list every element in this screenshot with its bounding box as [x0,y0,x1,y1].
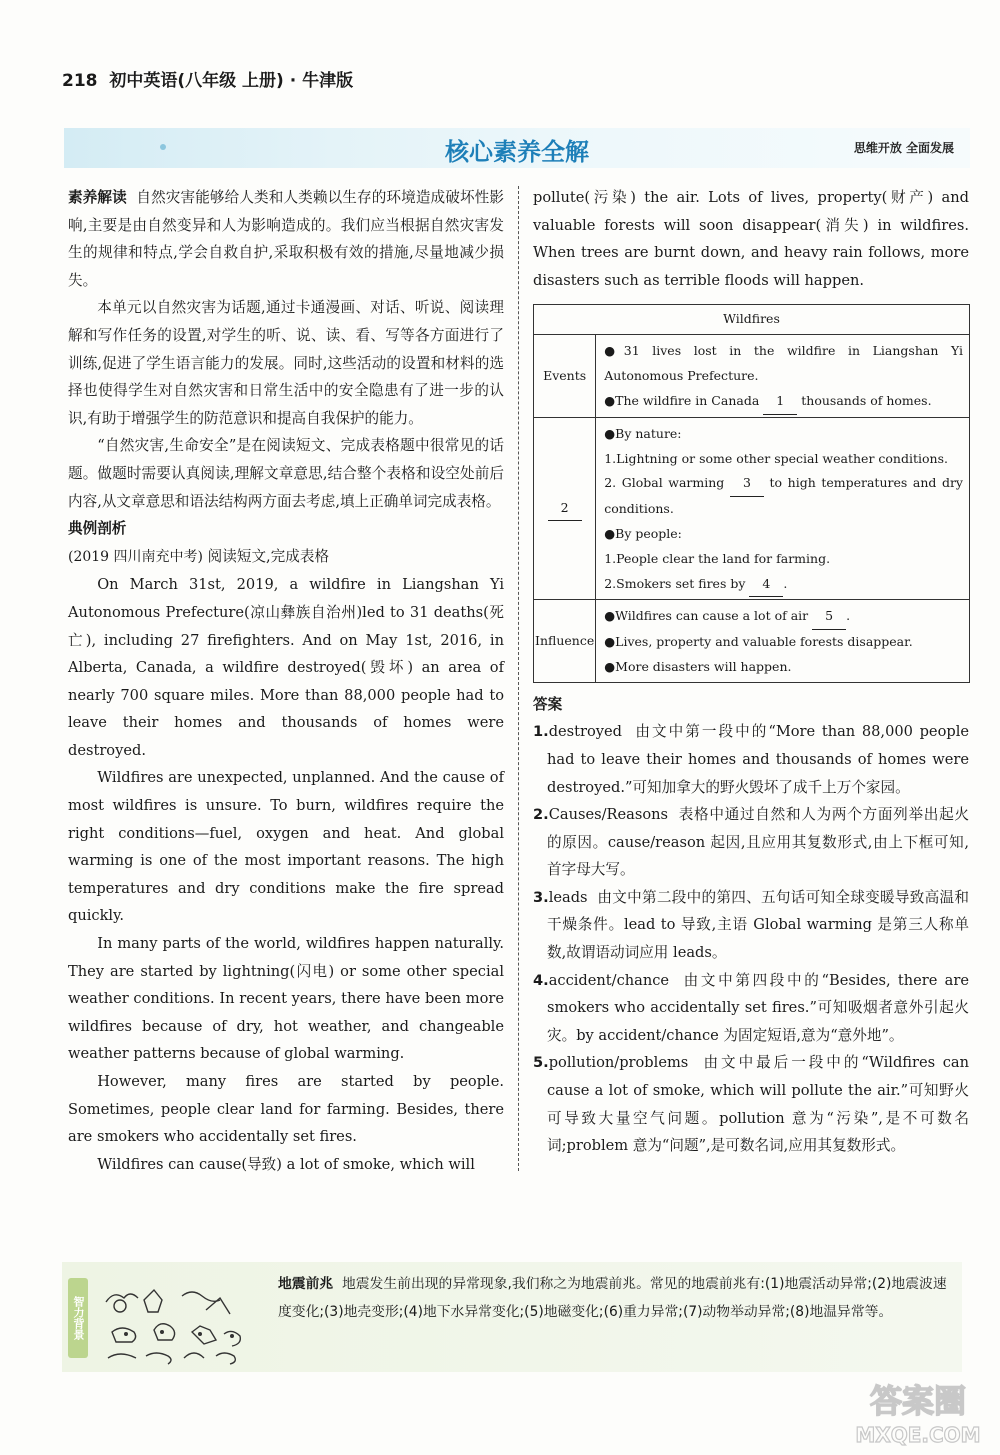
event-2-rest: thousands of homes. [801,392,932,408]
background-knowledge-body: 地震发生前出现的异常现象,我们称之为地震前兆。常见的地震前兆有:(1)地震活动异常;(2)地震波速度变化;(3)地壳变形;(4)地下水异常变化;(5)地磁变化;(6)重力异常;(7)动物举动异常;(8)地温异常等。 [278,1276,947,1320]
animals-illustration-icon [96,1272,256,1368]
event-2 [604,389,963,415]
background-knowledge-tag: 智力背景 [68,1278,88,1358]
literacy-label: 素养解读 [68,189,127,206]
source-task: 阅读短文,完成表格 [207,547,330,565]
answer-4-key: accident/chance [548,971,670,989]
blank-5: 5 [812,604,846,630]
banner-title: 核心素养全解 [445,138,589,166]
influence-3: ●More disasters will happen. [604,658,792,674]
answer-4 [533,967,969,1050]
cause-people: ●By people: [604,525,682,541]
watermark-text-1: 答案圈 [869,1382,967,1420]
answer-4-number: 4. [533,971,549,989]
answer-1 [533,718,969,801]
influence-cell [596,600,970,682]
causes-label-cell [534,417,596,600]
background-knowledge-box [62,1262,962,1372]
background-knowledge-text [278,1270,958,1326]
cause-2 [604,471,963,522]
answer-5-key: pollution/problems [548,1054,689,1072]
cause-1: 1.Lightning or some other special weather conditions. [604,450,948,466]
banner-subtitle: 思维开放 全面发展 [853,141,954,155]
table-title: Wildfires [534,305,970,335]
unit-paragraph: 本单元以自然灾害为话题,通过卡通漫画、对话、听说、阅读理解和写作任务的设置,对学生的听、说、读、看、写等各方面进行了训练,促进了学生语言能力的发展。同时,这些活动的设置和材料的选择也使得学生对自然灾害和日常生活中的安全隐患有了进一步的认识,有助于增强学生的防范意识和提高自我保护的能力。 [68,299,504,427]
cause-3: 1.People clear the land for farming. [604,550,831,566]
watermark-text-2: MXQE.COM [855,1423,981,1447]
cause-4-text: 2.Smokers set fires by [604,575,746,591]
influence-1 [604,604,963,630]
right-column [533,184,969,1160]
page-number: 218 [62,71,98,91]
answer-3-key: leads [548,888,588,906]
answer-2-number: 2. [533,806,549,824]
answer-2-key: Causes/Reasons [548,806,668,824]
influence-2: ●Lives, property and valuable forests disappear. [604,634,913,650]
topic-paragraph: “自然灾害,生命安全”是在阅读短文、完成表格题中很常见的话题。做题时需要认真阅读,理解文章意思,结合整个表格和设空处前后内容,从文章意思和语法结构两方面去考虑,填上正确单词完成表格。 [68,437,504,510]
source-tag: (2019 四川南充中考) [68,548,204,565]
essay-paragraph-3: In many parts of the world, wildfires happen naturally. They are started by lightning(闪电) or some other special weather conditions. In recent years, there have been more wildfires because of dry, hot weather, and changeable weather patterns because of global warming. [68,935,504,1063]
answer-5-text: 由文中最后一段中的“Wildfires can cause a lot of smoke, which will pollute the air.”可知野火可导致大量空气问题。pollution 意为“污染”,是不可数名词;problem 意为“问题”,是可数名词,应用其复数形式。 [547,1054,969,1155]
wildfires-table [533,304,970,682]
cause-4-rest: . [783,575,788,591]
essay-paragraph-5: Wildfires can cause(导致) a lot of smoke, which will [97,1155,475,1173]
page-header [62,66,353,91]
section-banner [64,128,970,168]
answer-3 [533,884,969,967]
answer-3-text: 由文中第二段中的第四、五句话可知全球变暖导致高温和干燥条件。lead to 导致,主语 Global warming 是第三人称单数,故谓语动词应用 leads。 [547,888,969,962]
events-cell [596,335,970,417]
background-knowledge-title: 地震前兆 [278,1276,334,1292]
influence-label: Influence [534,600,596,682]
essay-paragraph-4: However, many fires are started by people. Sometimes, people clear land for farming. Besides, there are smokers who accidentally set fires. [68,1073,504,1146]
blank-4: 4 [749,572,783,598]
answer-2 [533,801,969,884]
example-source [68,543,504,572]
answer-1-text: 由文中第一段中的“More than 88,000 people had to leave their homes and thousands of homes were destroyed.”可知加拿大的野火毁坏了成千上万个家园。 [547,723,970,796]
blank-1: 1 [763,389,797,415]
answer-2-text: 表格中通过自然和人为两个方面列举出起火的原因。cause/reason 起因,且应用其复数形式,由上下框可知,首字母大写。 [547,806,969,879]
answer-1-key: destroyed [548,723,623,741]
essay-paragraph-1: On March 31st, 2019, a wildfire in Liangshan Yi Autonomous Prefecture(凉山彝族自治州)led to 31 deaths(死亡), including 27 firefighters. And on May 1st, 2016, in Alberta, Canada, a wildfire destroyed(毁坏) an area of nearly 700 square miles. More than 88,000 people had to leave their homes and thousands of homes were destroyed. [68,576,504,759]
influence-1-text: ●Wildfires can cause a lot of air [604,608,809,624]
cause-nature: ●By nature: [604,425,682,441]
answers-title: 答案 [533,695,563,713]
event-2-text: ●The wildfire in Canada [604,392,760,408]
essay-continuation: pollute(污染) the air. Lots of lives, property(财产) and valuable forests will soon disappear(消失) in wildfires. When trees are burnt down, and heavy rain follows, more disasters such as terrible floods will happen. [533,189,969,289]
watermark-logo-icon [838,1370,998,1450]
answer-5-number: 5. [533,1054,549,1072]
cause-2-text: 2. Global warming [604,475,725,491]
literacy-text: 自然灾害能够给人类和人类赖以生存的环境造成破坏性影响,主要是由自然变异和人为影响造成的。我们应当根据自然灾害发生的规律和特点,学会自救自护,采取积极有效的措施,尽量地减少损失。 [68,189,504,289]
cause-4 [604,572,963,598]
cause-2-rest: to high temperatures and dry conditions. [604,475,963,517]
answer-5 [533,1049,969,1159]
left-column [68,184,504,1178]
answer-3-number: 3. [533,888,549,906]
essay-paragraph-2: Wildfires are unexpected, unplanned. And the cause of most wildfires is unsure. To burn, wildfires require the right conditions—fuel, oxygen and heat. And global warming is one of the most important reasons. The high temperatures and dry conditions make the fire spread quickly. [68,769,504,925]
blank-3: 3 [730,471,764,497]
causes-cell [596,417,970,600]
blank-2: 2 [548,496,582,522]
column-divider [518,186,519,1171]
influence-1-rest: . [846,608,851,624]
event-1: ●31 lives lost in the wildfire in Liangshan Yi Autonomous Prefecture. [604,343,963,384]
answer-4-text: 由文中第四段中的“Besides, there are smokers who accidentally set fires.”可知吸烟者意外引起火灾。by accident/chance 为固定短语,意为“意外地”。 [547,971,969,1044]
events-label: Events [534,335,596,417]
answer-1-number: 1. [533,723,549,741]
book-title: 初中英语(八年级 上册) · 牛津版 [109,71,354,91]
example-section-title: 典例剖析 [68,520,127,538]
literacy-paragraph [68,184,504,294]
